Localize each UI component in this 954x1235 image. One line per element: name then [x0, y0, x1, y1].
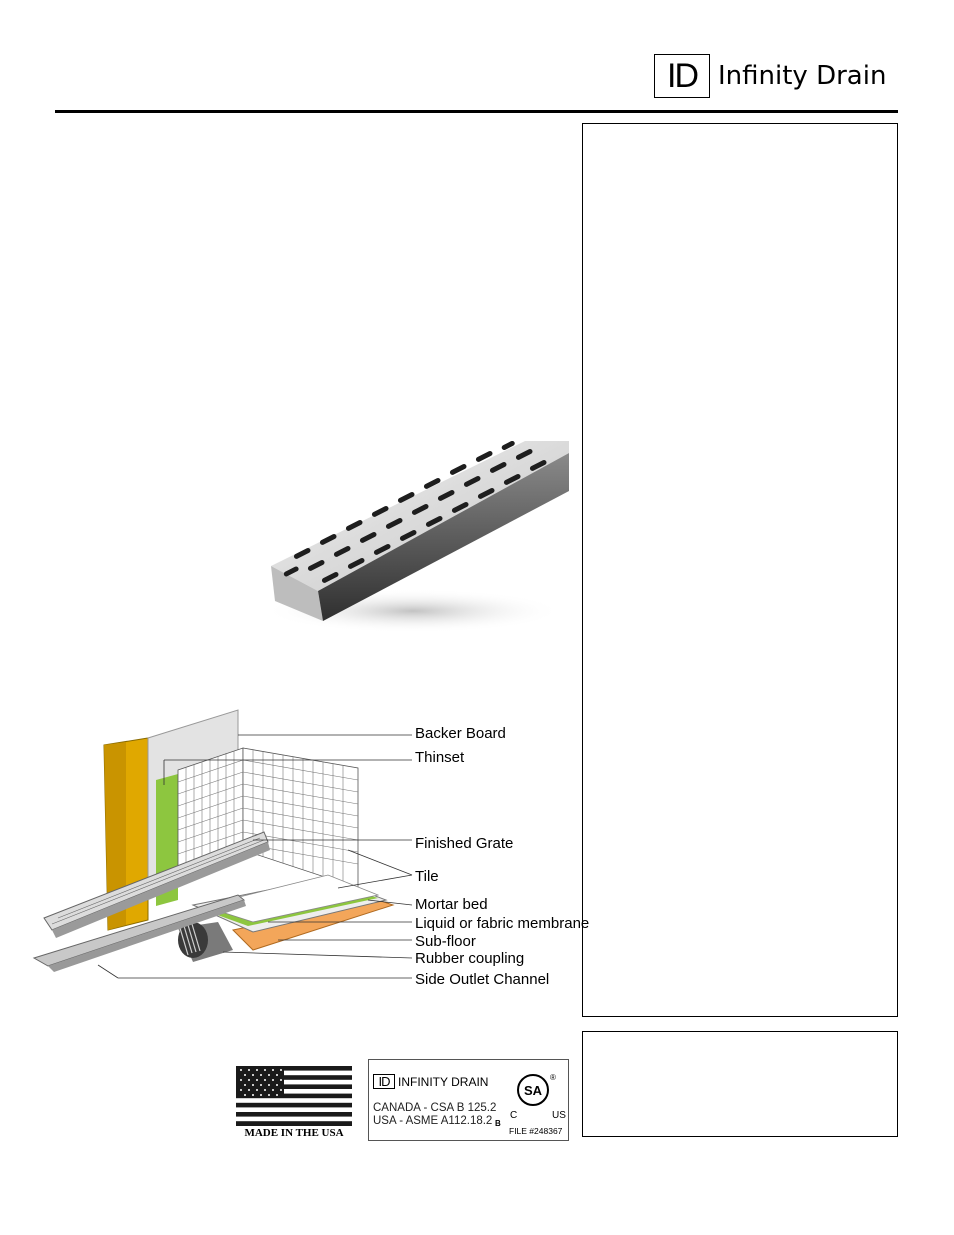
cert-logo-mark: ID: [373, 1074, 395, 1089]
brand-logo: [654, 54, 886, 98]
cert-usa-line: USA - ASME A112.18.2: [373, 1115, 493, 1127]
notes-box: [582, 1031, 898, 1137]
callout-mortar-bed: Mortar bed: [415, 896, 488, 913]
callout-tile: Tile: [415, 868, 439, 885]
header-divider: [55, 110, 898, 113]
us-flag-icon: [236, 1066, 352, 1126]
callout-finished-grate: Finished Grate: [415, 835, 514, 852]
logo-mark: ID: [654, 54, 710, 98]
callout-backer-board: Backer Board: [415, 725, 506, 742]
callout-side-outlet-channel: Side Outlet Channel: [415, 971, 550, 988]
cert-canada-line: CANADA - CSA B 125.2: [373, 1102, 497, 1114]
csa-c-label: C: [510, 1110, 518, 1121]
csa-b-label: B: [495, 1119, 501, 1128]
csa-us-label: US: [552, 1110, 566, 1121]
cert-brand: [373, 1074, 488, 1089]
callout-rubber-coupling: Rubber coupling: [415, 950, 525, 967]
grate-photo: [263, 441, 569, 633]
callout-membrane: Liquid or fabric membrane: [415, 915, 590, 932]
spec-sidebar-box: [582, 123, 898, 1017]
cert-brand-name: INFINITY DRAIN: [398, 1074, 489, 1089]
made-in-usa-caption: MADE IN THE USA: [244, 1127, 344, 1139]
logo-name: Infinity Drain: [718, 61, 887, 91]
csa-certification-icon: SA: [517, 1074, 549, 1106]
callout-thinset: Thinset: [415, 749, 465, 766]
csa-registered-mark: ®: [550, 1073, 556, 1082]
callout-sub-floor: Sub-floor: [415, 933, 476, 950]
certification-label: [368, 1059, 569, 1141]
csa-file-number: FILE #248367: [509, 1126, 563, 1136]
